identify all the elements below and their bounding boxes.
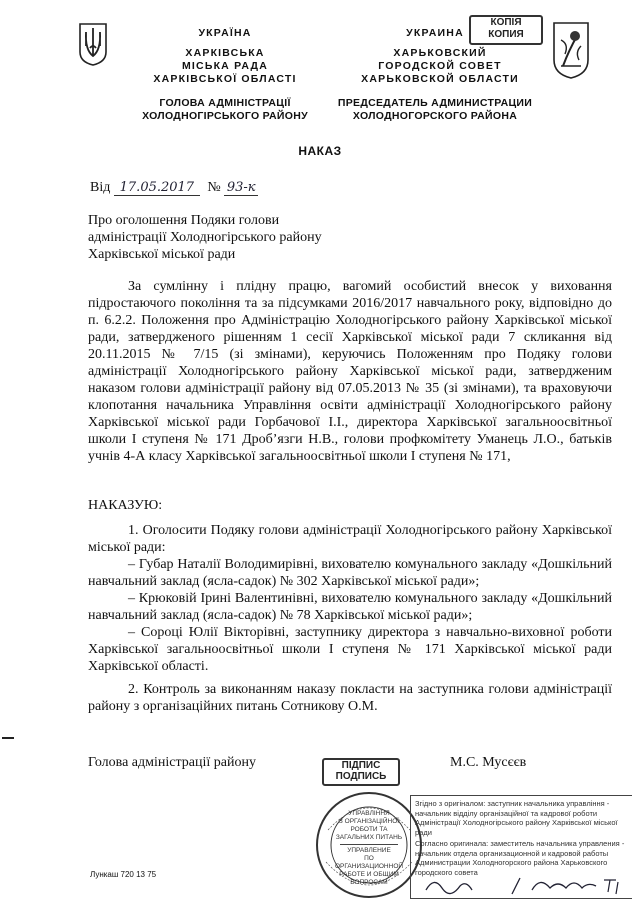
copy-stamp-ua: КОПІЯ [490, 17, 522, 28]
round-stamp-line-2: З ОРГАНІЗАЦІЙНОЇ [338, 818, 400, 825]
header-right-council-3: ХАРЬКОВСКОЙ ОБЛАСТИ [361, 73, 519, 85]
round-stamp-line-4: ЗАГАЛЬНИХ ПИТАНЬ [335, 834, 403, 841]
order-word: НАКАЗУЮ: [88, 498, 163, 513]
header-left-council-1: ХАРКІВСЬКА [185, 47, 265, 59]
order-item-2: 2. Контроль за виконанням наказу покласти на заступника голови адміністрації району з організаційних питань Сотникову О.М. [88, 682, 612, 714]
round-stamp-line-5: УПРАВЛЕНИЕ [347, 847, 391, 854]
header-right-council-2: ГОРОДСКОЙ СОВЕТ [378, 60, 502, 72]
subject-line-1: Про оголошення Подяки голови [88, 213, 280, 228]
header-left-country: УКРАЇНА [198, 27, 252, 39]
header-right-council-1: ХАРЬКОВСКИЙ [393, 47, 487, 59]
date-label: Від [90, 180, 111, 195]
header-left-head-2: ХОЛОДНОГІРСЬКОГО РАЙОНУ [142, 110, 308, 122]
header-left-council-3: ХАРКІВСЬКОЇ ОБЛАСТІ [153, 73, 297, 85]
round-stamp-line-7: РАБОТЕ И ОБЩИМ [339, 871, 399, 878]
margin-mark [2, 737, 14, 739]
document-type: НАКАЗ [298, 144, 342, 158]
order-item-person-2: – Крюковій Ірині Валентинівні, вихователю комунального закладу «Дошкільний навчальний заклад (ясла-садок) № 78 Харківської міської ради»; [88, 591, 612, 623]
trident-emblem-icon [78, 22, 108, 66]
copy-stamp-ru: КОПИЯ [488, 29, 524, 40]
preamble-paragraph: За сумлінну і плідну працю, вагомий особистий внесок у виховання підростаючого покоління та за підсумками 2016/2017 навчального року, відповідно до п. 6.2.2. Положення про Адміністрацію Холодногірського району Харківської міської ради, затвердженого рішенням 1 сесії Харківської міської ради 7 скликання від 20.11.2015 № 7/15 (зі змінами), керуючись Положенням про Подяку голови адміністрації Холодногірського району Харківської міської ради, затвердженим наказом голови адміністрації району від 07.05.2013 № 35 (зі змінами), та враховуючи клопотання начальника Управління освіти адміністрації Холодногірського району Харківської міської ради Горбачової І.І., директора Харківської загальноосвітньої школи І ступеня № 171 Дроб’язги Н.В., голови профкомітету Уманець Л.О., батьків учнів 4-А класу Харківської загальноосвітньої школи І ступеня № 171, [88, 279, 612, 464]
order-item-person-1: – Губар Наталії Володимирівні, вихователю комунального закладу «Дошкільний навчальний заклад (ясла-садок) № 302 Харківської міської ради»; [88, 557, 612, 589]
date-row [90, 180, 258, 196]
subject-line-3: Харківської міської ради [88, 247, 236, 262]
signature-stamp-ua: ПІДПИС [341, 760, 381, 771]
signature-name: М.С. Мусєєв [450, 755, 527, 770]
round-stamp-line-6: ПО ОРГАНИЗАЦИОННОЙ [334, 855, 404, 870]
signature-stamp [322, 758, 400, 786]
date-value: 17.05.2017 [114, 180, 200, 196]
header-right-head-2: ХОЛОДНОГОРСКОГО РАЙОНА [352, 110, 518, 122]
header-right-head-1: ПРЕДСЕДАТЕЛЬ АДМИНИСТРАЦИИ [337, 97, 533, 109]
header-right-country: УКРАИНА [406, 27, 464, 39]
signature-position: Голова адміністрації району [88, 755, 256, 770]
footer-executor-code: Лункаш 720 13 75 [90, 870, 157, 879]
certification-stamp-ua: Згідно з оригіналом: заступник начальника управління - начальник відділу організаційної та кадрової роботи Адміністрації Холодногірського району Харківської міської ради [415, 799, 618, 837]
header-left-council-2: МІСЬКА РАДА [181, 60, 269, 72]
number-value: 93-к [224, 180, 258, 196]
round-stamp [314, 790, 424, 900]
certification-stamp-ru: Согласно оригинала: заместитель начальника управления - начальник отдела организационной и кадровой работы Администрации Холодногорского района Харьковского городского совета [415, 839, 625, 877]
number-label: № [207, 180, 221, 195]
city-coat-of-arms-icon [551, 20, 591, 80]
handwritten-signature [420, 870, 630, 898]
header-left-head-1: ГОЛОВА АДМІНІСТРАЦІЇ [159, 97, 291, 109]
round-stamp-line-8: ВОПРОСАМ [350, 879, 388, 886]
round-stamp-line-3: РОБОТИ ТА [350, 826, 388, 833]
subject-line-2: адміністрації Холодногірського району [88, 230, 322, 245]
copy-stamp [469, 15, 543, 45]
signature-stamp-ru: ПОДПИСЬ [335, 771, 387, 782]
order-item-person-3: – Сороці Юлії Вікторівні, заступнику директора з навчально-виховної роботи Харківської загальноосвітньої школи І ступеня № 171 Харківської міської ради Харківської області. [88, 625, 612, 674]
subject [88, 212, 322, 263]
round-stamp-line-1: УПРАВЛІННЯ [348, 810, 390, 817]
order-item-1: 1. Оголосити Подяку голови адміністрації Холодногірського району Харківської міської ради: [88, 523, 612, 555]
